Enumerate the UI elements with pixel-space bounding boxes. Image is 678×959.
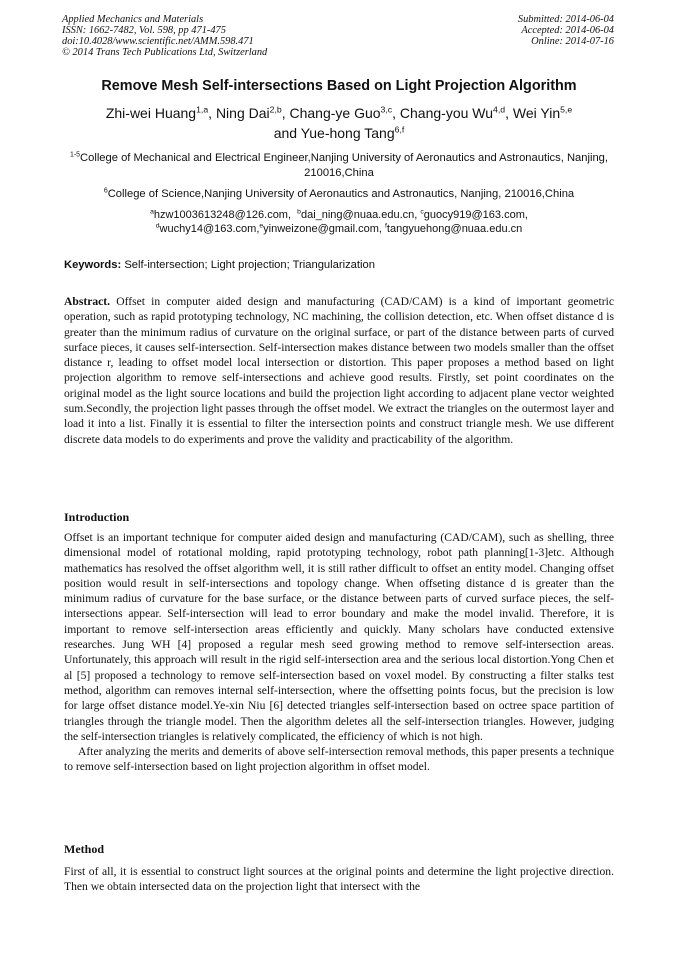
author-name: Ning Dai: [215, 105, 270, 121]
author-name: Chang-you Wu: [399, 105, 494, 121]
email-sup: c: [420, 208, 424, 216]
affiliation-sup: 1-5: [70, 151, 81, 159]
journal-info: [62, 14, 267, 58]
journal-copyright: © 2014 Trans Tech Publications Ltd, Switzerland: [62, 47, 268, 58]
affiliation: [40, 151, 638, 181]
affiliation-text: College of Mechanical and Electrical Engineer,Nanjing University of Aeronautics and Astronautics, Nanjing, 210016,China: [80, 152, 608, 179]
email-link[interactable]: dai_ning@nuaa.edu.cn,: [300, 209, 418, 221]
paragraph: First of all, it is essential to construct light sources at the original points and determine the light projective direction. Then we obtain intersected data on the projection light that intersect with the: [64, 865, 614, 894]
affiliation-text: College of Science,Nanjing University of Aeronautics and Astronautics, Nanjing, 210016,China: [107, 188, 575, 200]
author-sup: 4,d: [493, 104, 506, 115]
introduction-body: [64, 530, 614, 775]
email-sup: b: [297, 208, 301, 216]
online-date: Online: 2014-07-16: [531, 36, 614, 47]
email-list: [40, 208, 638, 236]
author-sup: 5,e: [560, 104, 573, 115]
author-sup: 3,c: [380, 104, 393, 115]
author-sup: 1,a: [196, 104, 209, 115]
email-link[interactable]: yinweizone@gmail.com,: [263, 223, 382, 235]
abstract: [64, 294, 614, 447]
submitted-date: Submitted: 2014-06-04: [517, 14, 614, 25]
email-sup: e: [259, 222, 264, 230]
journal-doi[interactable]: doi:10.4028/www.scientific.net/AMM.598.471: [62, 36, 254, 47]
email-sup: f: [385, 222, 387, 230]
email-link[interactable]: guocy919@163.com,: [423, 209, 528, 221]
author-name: Zhi-wei Huang: [105, 105, 197, 121]
section-heading-method: Method: [64, 842, 104, 856]
paragraph: After analyzing the merits and demerits of above self-intersection removal methods, this paper presents a technique to remove self-intersection based on light projection algorithm in offset model.: [64, 745, 614, 774]
journal-issn: ISSN: 1662-7482, Vol. 598, pp 471-475: [62, 25, 226, 36]
email-sup: d: [155, 222, 160, 230]
publication-dates: [518, 14, 614, 47]
paragraph: Offset is an important technique for computer aided design and manufacturing (CAD/CAM), such as shelling, three dimensional model of rotational molding, rapid prototyping technology, robot path planning[1-3]etc. Although mathematics has resolved the offset algorithm well, it is still rather difficult to offset an entity model. Changing offset position would result in self-intersections and topology change. When offseting distance d is greater than the minimum radius of curvature for the base surface, or the distance between parts of curved surface pieces, the self-intersections appear. Self-intersection will lead to error boundary and make the model invalid. Therefore, it is important to remove self-intersection areas efficiently and quickly. Many scholars have conducted extensive researches. Jung WH [4] proposed a regular mesh seed growing method to remove self-intersection areas. Unfortunately, this approach will result in the rigid self-intersection area and the serious local distortion.Yong Chen et al [5] proposed a technology to remove self-intersection based on voxel model. By constructing a filter stalks test method, algorithm can removes internal self-intersection, where the offsetting points focus, but the precision is low for large offset distance model.Ye-xin Niu [6] detected triangles self-intersection based on octree space partition of triangles through the triangle model. Then the algorithm deletes all the self-intersection triangles. However, judging the self-intersection triangles is relatively complicated, the efficiency of which is not high.: [64, 531, 614, 743]
author-name: Wei Yin: [512, 105, 561, 121]
keywords-text: Self-intersection; Light projection; Triangularization: [124, 259, 375, 271]
accepted-date: Accepted: 2014-06-04: [521, 25, 614, 36]
section-heading-introduction: Introduction: [64, 510, 130, 524]
author-sup: 6,f: [394, 124, 405, 135]
affiliation-sup: 6: [103, 187, 108, 195]
paper-title: Remove Mesh Self-intersections Based on Light Projection Algorithm: [101, 78, 577, 94]
abstract-label: Abstract.: [64, 295, 111, 308]
author-name: Yue-hong Tang: [300, 125, 395, 141]
email-sup: a: [150, 208, 154, 216]
affiliation: [40, 187, 638, 202]
email-link[interactable]: hzw1003613248@126.com,: [153, 209, 292, 221]
author-list: Zhi-wei Huang$^{1,a}$, Ning Dai$^{2,b}$, Chang-ye Guo$^{3,c}$, Chang-you Wu$^{4,d}$, Wei Yin$^{5,e}$ and Yue-hong Tang$^{6,f}$: [105, 104, 573, 141]
keywords: [64, 259, 624, 271]
abstract-text: Offset in computer aided design and manufacturing (CAD/CAM) is a kind of important geometric operation, such as rapid prototyping technology, NC machining, the collision detection, etc. When offset distance d is greater than the minimum radius of curvature on the original surface, or part of the distance between parts of curved surface pieces, it causes self-intersection. Self-intersection makes distance between two models smaller than the offset distance r, leading to offset model local intersection or distortion. This paper proposes a method based on light projection algorithm to remove self-intersections and achieve good results. Firstly, set point coordinates on the original model as the light source locations and build the projection light according to adjacent plane vector weighted sum.Secondly, the projection light passes through the offset model. We extract the triangles on the outermost layer and load it into a list. Finally it is essential to filter the intersection points and construct triangle mesh. We use different discrete data models to do experiments and prove the validity and practicability of the algorithm.: [64, 295, 614, 446]
keywords-label: Keywords:: [64, 259, 122, 271]
author-conjunction: and: [273, 125, 298, 141]
email-link[interactable]: wuchy14@163.com,: [159, 223, 260, 235]
method-body: [64, 864, 614, 895]
email-link[interactable]: tangyuehong@nuaa.edu.cn: [386, 223, 523, 235]
author-name: Chang-ye Guo: [289, 105, 381, 121]
journal-name: Applied Mechanics and Materials: [62, 14, 204, 25]
author-sup: 2,b: [269, 104, 282, 115]
